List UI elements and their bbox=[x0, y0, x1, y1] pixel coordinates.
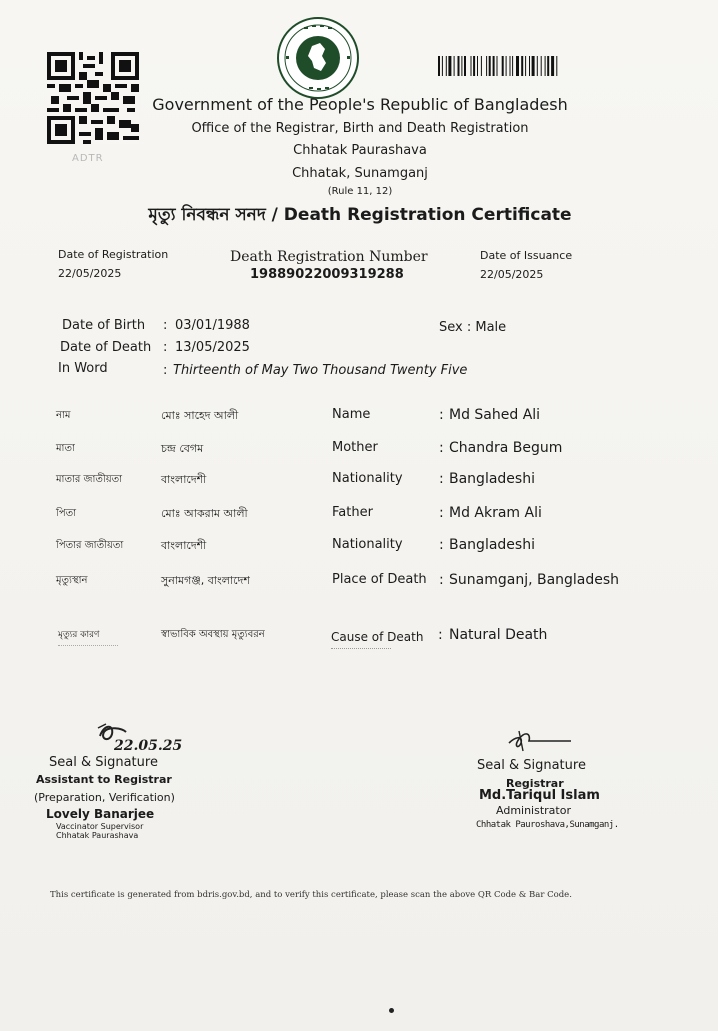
row-en-value: Md Akram Ali bbox=[449, 505, 542, 521]
cause-en-value: Natural Death bbox=[449, 627, 548, 643]
row-bn-value: মোঃ সাহেদ আলী bbox=[161, 409, 239, 422]
row-en-label: Name bbox=[332, 407, 371, 422]
in-word-value: Thirteenth of May Two Thousand Twenty Five bbox=[173, 363, 468, 378]
row-bn-label: পিতার জাতীয়তা bbox=[56, 540, 124, 551]
left-office: Chhatak Paurashava bbox=[56, 831, 139, 840]
cause-en-colon: : bbox=[438, 627, 443, 643]
cause-bn-label: মৃত্যুর কারণ bbox=[58, 630, 100, 640]
row-en-label: Mother bbox=[332, 440, 378, 455]
paurashava-title: Chhatak Paurashava bbox=[293, 143, 427, 158]
birth-date-value: 03/01/1988 bbox=[175, 318, 250, 333]
paper-dot bbox=[389, 1008, 394, 1013]
row-bn-label: পিতা bbox=[56, 508, 77, 519]
cause-en-sublabel-line bbox=[331, 648, 391, 652]
death-date-colon: : bbox=[163, 340, 168, 355]
row-en-colon: : bbox=[439, 471, 444, 487]
left-designation: Vaccinator Supervisor bbox=[56, 822, 144, 831]
issuance-date-label: Date of Issuance bbox=[480, 249, 573, 262]
row-en-label: Nationality bbox=[332, 471, 403, 486]
registration-date-label: Date of Registration bbox=[58, 248, 169, 261]
row-en-colon: : bbox=[439, 537, 444, 553]
right-role: Registrar bbox=[506, 777, 564, 790]
location-title: Chhatak, Sunamganj bbox=[292, 166, 428, 181]
right-designation: Administrator bbox=[496, 804, 571, 817]
qr-caption: ADTR bbox=[72, 153, 104, 164]
cause-bn-sublabel-line bbox=[58, 645, 118, 650]
office-title: Office of the Registrar, Birth and Death Registration bbox=[191, 121, 529, 136]
qr-code-icon bbox=[47, 52, 139, 144]
row-en-label: Father bbox=[332, 505, 373, 520]
row-bn-value: চন্দ্র বেগম bbox=[161, 442, 204, 455]
row-en-value: Md Sahed Ali bbox=[449, 407, 541, 423]
row-bn-value: সুনামগঞ্জ, বাংলাদেশ bbox=[161, 574, 250, 587]
row-en-colon: : bbox=[439, 407, 444, 423]
birth-date-colon: : bbox=[163, 318, 168, 333]
row-en-value: Sunamganj, Bangladesh bbox=[449, 572, 620, 588]
barcode-icon bbox=[438, 56, 603, 76]
certificate-title: মৃত্যু নিবন্ধন সনদ / Death Registration Certificate bbox=[148, 205, 572, 225]
row-bn-label: মাতা bbox=[56, 443, 75, 454]
row-en-value: Chandra Begum bbox=[449, 440, 563, 456]
row-en-label: Nationality bbox=[332, 537, 403, 552]
footer-note: This certificate is generated from bdris.gov.bd, and to verify this certificate, please scan the above QR Code & Bar Code. bbox=[50, 890, 572, 900]
left-sub-role: (Preparation, Verification) bbox=[34, 791, 175, 804]
row-bn-value: বাংলাদেশী bbox=[161, 473, 207, 486]
registration-number-value: 19889022009319288 bbox=[250, 267, 404, 282]
death-date-label: Date of Death bbox=[60, 340, 152, 355]
left-name: Lovely Banarjee bbox=[46, 807, 155, 821]
row-bn-label: নাম bbox=[56, 410, 71, 421]
row-en-colon: : bbox=[439, 572, 444, 588]
right-name: Md.Tariqul Islam bbox=[479, 788, 600, 803]
registration-number-label: Death Registration Number bbox=[230, 249, 428, 265]
row-bn-label: মাতার জাতীয়তা bbox=[56, 474, 123, 485]
in-word-colon: : bbox=[163, 363, 168, 378]
left-seal-label: Seal & Signature bbox=[49, 755, 158, 770]
government-title: Government of the People's Republic of Bangladesh bbox=[152, 95, 568, 114]
row-en-label: Place of Death bbox=[332, 572, 427, 587]
right-signature-icon bbox=[505, 727, 575, 755]
handwritten-date: 22.05.25 bbox=[114, 738, 183, 754]
rule-text: (Rule 11, 12) bbox=[327, 186, 393, 197]
sex-text: Sex : Male bbox=[439, 320, 507, 335]
right-office: Chhatak Pauroshava,Sunamganj. bbox=[476, 820, 619, 830]
row-bn-label: মৃত্যুস্থান bbox=[56, 575, 88, 586]
row-en-value: Bangladeshi bbox=[449, 537, 535, 553]
cause-bn-value: স্বাভাবিক অবস্থায় মৃত্যুবরন bbox=[161, 629, 265, 640]
row-en-value: Bangladeshi bbox=[449, 471, 535, 487]
registration-date-value: 22/05/2025 bbox=[58, 267, 122, 280]
in-word-label: In Word bbox=[58, 361, 108, 376]
row-en-colon: : bbox=[439, 505, 444, 521]
death-date-value: 13/05/2025 bbox=[175, 340, 250, 355]
left-role: Assistant to Registrar bbox=[36, 773, 172, 786]
row-en-colon: : bbox=[439, 440, 444, 456]
right-seal-label: Seal & Signature bbox=[477, 758, 586, 773]
cause-en-label: Cause of Death bbox=[331, 630, 424, 644]
row-bn-value: বাংলাদেশী bbox=[161, 539, 207, 552]
row-bn-value: মোঃ আকরাম আলী bbox=[161, 507, 248, 520]
issuance-date-value: 22/05/2025 bbox=[480, 268, 544, 281]
birth-date-label: Date of Birth bbox=[62, 318, 146, 333]
government-seal-icon bbox=[276, 16, 360, 100]
